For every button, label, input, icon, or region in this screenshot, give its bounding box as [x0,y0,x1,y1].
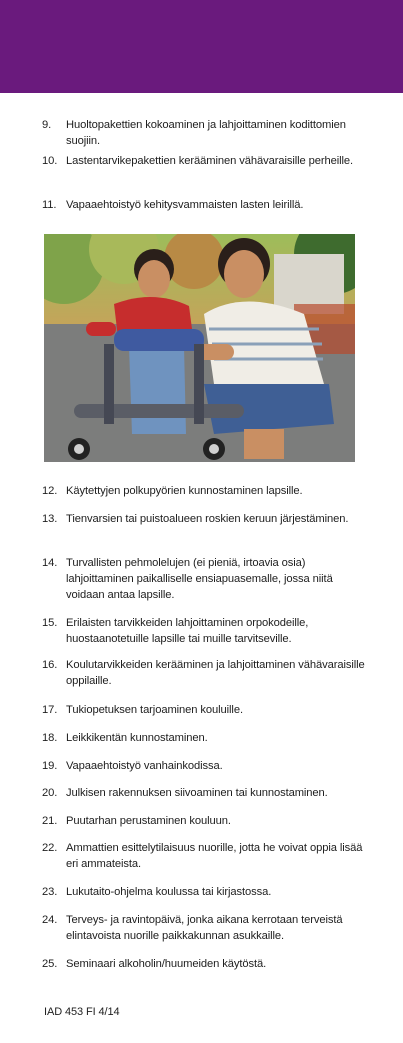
item-text: Vapaaehtoistyö vanhainkodissa. [66,760,223,772]
item-number: 21. [42,815,58,827]
item-text: Seminaari alkoholin/huumeiden käytöstä. [66,958,267,970]
list-item [0,511,403,555]
list-item [0,884,403,912]
list-item [0,840,403,884]
item-number: 9. [42,119,52,131]
list-item [0,657,403,702]
header-banner [0,0,403,93]
item-text: Puutarhan perustaminen kouluun. [66,815,231,827]
item-number: 22. [42,842,58,854]
item-number: 16. [42,659,58,671]
item-text: Leikkikentän kunnostaminen. [66,732,208,744]
item-text: Käytettyjen polkupyörien kunnostaminen lapsille. [66,485,303,497]
list-item [0,912,403,956]
list-item [0,615,403,657]
item-text: Terveys- ja ravintopäivä, jonka aikana kerrotaan terveistä elintavoista nuorille paikkakunnan asukkaille. [66,914,343,942]
list-item [0,153,403,197]
item-number: 25. [42,958,58,970]
item-text: Turvallisten pehmolelujen (ei pieniä, irtoavia osia) lahjoittaminen paikalliselle ensiapuasemalle, jossa niitä voidaan antaa lapsille. [66,557,333,601]
item-text: Tienvarsien tai puistoalueen roskien keruun järjestäminen. [66,513,349,525]
item-number: 14. [42,557,58,569]
project-list-bottom [0,483,403,974]
item-text: Lukutaito-ohjelma koulussa tai kirjastossa. [66,886,272,898]
item-number: 24. [42,914,58,926]
item-number: 17. [42,704,58,716]
list-item [0,730,403,758]
item-number: 13. [42,513,58,525]
list-item [0,702,403,730]
item-text: Julkisen rakennuksen siivoaminen tai kunnostaminen. [66,787,328,799]
list-item [0,758,403,785]
item-number: 23. [42,886,58,898]
item-number: 19. [42,760,58,772]
list-item [0,956,403,974]
item-text: Lastentarvikepakettien kerääminen vähävaraisille perheille. [66,155,354,167]
item-text: Huoltopakettien kokoaminen ja lahjoittaminen kodittomien suojiin. [66,119,346,147]
list-item [0,117,403,153]
item-text: Erilaisten tarvikkeiden lahjoittaminen orpokodeille, huostaanotetuille lapsille tai muille tarvitseville. [66,617,309,645]
list-item [0,555,403,615]
item-text: Ammattien esittelytilaisuus nuorille, jotta he voivat oppia lisää eri ammateista. [66,842,363,870]
item-number: 11. [42,199,57,211]
item-number: 12. [42,485,58,497]
list-item [0,483,403,511]
document-code: IAD 453 FI 4/14 [44,1006,120,1018]
item-text: Tukiopetuksen tarjoaminen kouluille. [66,704,243,716]
list-item [0,785,403,813]
item-text: Koulutarvikkeiden kerääminen ja lahjoittaminen vähävaraisille oppilaille. [66,659,365,687]
item-number: 10. [42,155,58,167]
list-item [0,197,403,215]
item-number: 20. [42,787,58,799]
item-number: 15. [42,617,58,629]
photo-boys-with-walker [44,234,355,462]
item-text: Vapaaehtoistyö kehitysvammaisten lasten leirillä. [66,199,304,211]
item-number: 18. [42,732,58,744]
list-item [0,813,403,840]
project-list-top [0,117,403,215]
